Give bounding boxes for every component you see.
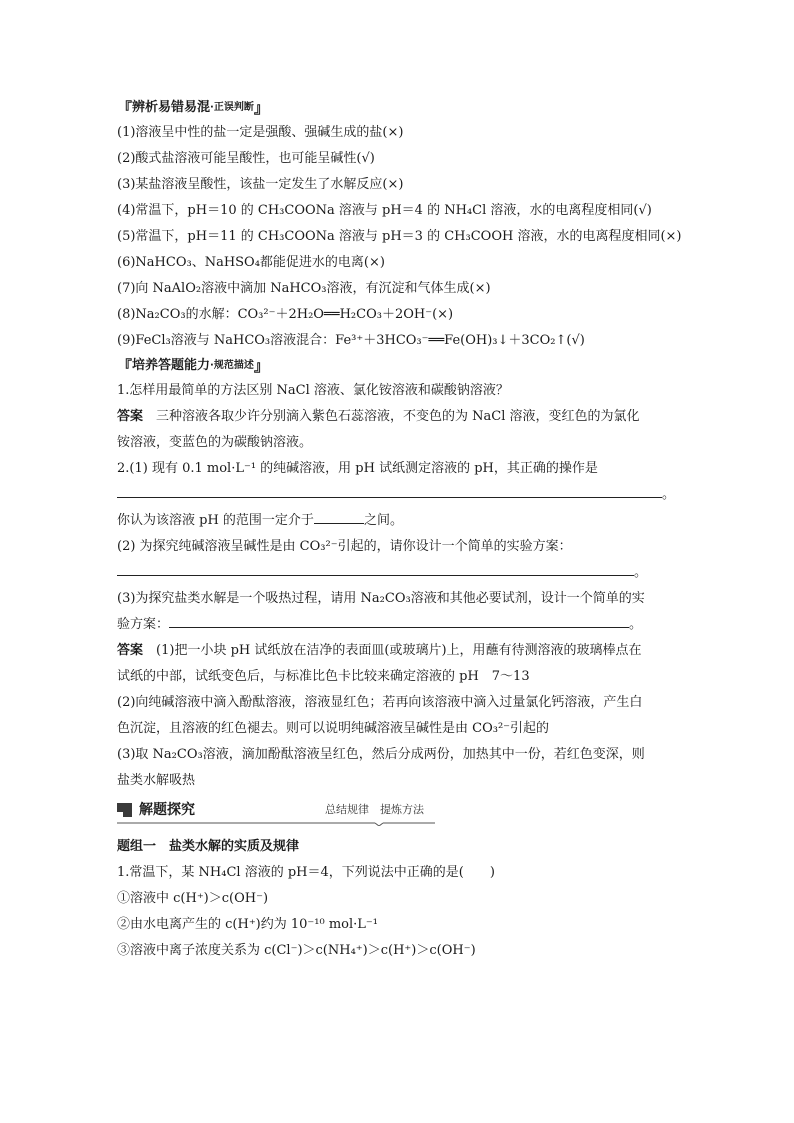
answer-1-text: 三种溶液各取少许分别滴入紫色石蕊溶液，不变色的为 NaCl 溶液，变红色的为氯化	[156, 409, 640, 424]
question-1: 1.怎样用最简单的方法区别 NaCl 溶液、氯化铵溶液和碳酸钠溶液？	[117, 383, 509, 398]
answer-blank[interactable]	[314, 509, 364, 524]
judgment-item-4: (4)常温下，pH＝10 的 CH₃COONa 溶液与 pH＝4 的 NH₄Cl 溶液，水的电离程度相同(√)	[117, 203, 652, 218]
answer-2-3-line-1: (3)取 Na₂CO₃溶液，滴加酚酞溶液呈红色，然后分成两份，加热其中一份，若红色变深，则	[117, 747, 645, 762]
question-group-title: 题组一 盐类水解的实质及规律	[117, 839, 300, 854]
judgment-item-5: (5)常温下，pH＝11 的 CH₃COONa 溶液与 pH＝3 的 CH₃COOH 溶液，水的电离程度相同(×)	[117, 229, 682, 244]
question-2-2-line-1: (2) 为探究纯碱溶液呈碱性是由 CO₃²⁻引起的，请你设计一个简单的实验方案：	[117, 539, 572, 554]
section-heading-error-analysis	[117, 96, 269, 120]
judgment-item-9: (9)FeCl₃溶液与 NaHCO₃溶液混合：Fe³⁺＋3HCO₃⁻══Fe(OH)₃↓＋3CO₂↑(√)	[117, 333, 585, 348]
answer-2-1-line-2: 试纸的中部，试纸变色后，与标准比色卡比较来确定溶液的 pH 7～13	[117, 669, 530, 684]
document-page	[117, 96, 682, 964]
section-subtitle: ·规范描述	[210, 360, 254, 371]
judgment-item-1: (1)溶液呈中性的盐一定是强酸、强碱生成的盐(×)	[117, 125, 404, 140]
answer-2-2-line-2: 色沉淀，且溶液的红色褪去。则可以说明纯碱溶液呈碱性是由 CO₃²⁻引起的	[117, 721, 550, 736]
question-2-1-line-2	[117, 482, 677, 508]
period: 。	[634, 565, 648, 580]
group-question-1: 1.常温下，某 NH₄Cl 溶液的 pH＝4，下列说法中正确的是( )	[117, 865, 495, 880]
question-text: 你认为该溶液 pH 的范围一定介于	[117, 513, 314, 528]
period: 。	[629, 617, 643, 632]
answer-2-2-line-1: (2)向纯碱溶液中滴入酚酞溶液，溶液显红色；若再向该溶液中滴入过量氯化钙溶液，产生白	[117, 695, 643, 710]
section-title: 培养答题能力	[132, 358, 211, 373]
section-banner	[117, 798, 677, 822]
judgment-item-3: (3)某盐溶液呈酸性，该盐一定发生了水解反应(×)	[117, 177, 404, 192]
answer-text: (1)把一小块 pH 试纸放在洁净的表面皿(或玻璃片)上，用蘸有待测溶液的玻璃棒点在	[156, 643, 642, 658]
bracket-right: 』	[253, 357, 269, 375]
banner-subtitle: 总结规律 提炼方法	[325, 803, 424, 816]
option-1: ①溶液中 c(H⁺)＞c(OH⁻)	[117, 891, 269, 906]
question-2-3-line-1: (3)为探究盐类水解是一个吸热过程，请用 Na₂CO₃溶液和其他必要试剂，设计一个简单的实	[117, 591, 645, 606]
bracket-left: 『	[117, 99, 133, 117]
section-subtitle: ·正误判断	[210, 102, 254, 113]
answer-1-line-1	[117, 404, 677, 430]
question-2-1-line-1: 2.(1) 现有 0.1 mol·L⁻¹ 的纯碱溶液，用 pH 试纸测定溶液的 pH，其正确的操作是	[117, 461, 598, 476]
section-heading-answer-skills	[117, 354, 269, 378]
question-2-1-line-3	[117, 508, 677, 534]
judgment-item-8: (8)Na₂CO₃的水解：CO₃²⁻＋2H₂O══H₂CO₃＋2OH⁻(×)	[117, 307, 454, 322]
option-2: ②由水电离产生的 c(H⁺)约为 10⁻¹⁰ mol·L⁻¹	[117, 917, 378, 932]
judgment-item-2: (2)酸式盐溶液可能呈酸性，也可能呈碱性(√)	[117, 151, 375, 166]
question-2-3-line-2	[117, 612, 677, 638]
answer-2-3-line-2: 盐类水解吸热	[117, 773, 196, 788]
question-text: 验方案：	[117, 617, 170, 632]
answer-label: 答案	[117, 643, 144, 658]
answer-blank[interactable]	[169, 613, 629, 628]
banner-title: 解题探究	[139, 802, 195, 818]
bracket-left: 『	[117, 357, 133, 375]
bracket-right: 』	[253, 99, 269, 117]
question-2-2-line-2	[117, 560, 677, 586]
answer-blank[interactable]	[117, 483, 662, 498]
banner-rule	[117, 822, 435, 826]
answer-label: 答案	[117, 409, 144, 424]
answer-blank[interactable]	[117, 561, 634, 576]
banner-square-icon	[117, 803, 132, 817]
question-text: 之间。	[363, 513, 403, 528]
judgment-item-7: (7)向 NaAlO₂溶液中滴加 NaHCO₃溶液，有沉淀和气体生成(×)	[117, 281, 491, 296]
answer-1-line-2: 铵溶液，变蓝色的为碳酸钠溶液。	[117, 435, 313, 450]
option-3: ③溶液中离子浓度关系为 c(Cl⁻)＞c(NH₄⁺)＞c(H⁺)＞c(OH⁻)	[117, 943, 476, 958]
judgment-item-6: (6)NaHCO₃、NaHSO₄都能促进水的电离(×)	[117, 255, 385, 270]
period: 。	[662, 487, 676, 502]
section-title: 辨析易错易混	[132, 100, 211, 115]
answer-2-1-line-1	[117, 638, 677, 664]
